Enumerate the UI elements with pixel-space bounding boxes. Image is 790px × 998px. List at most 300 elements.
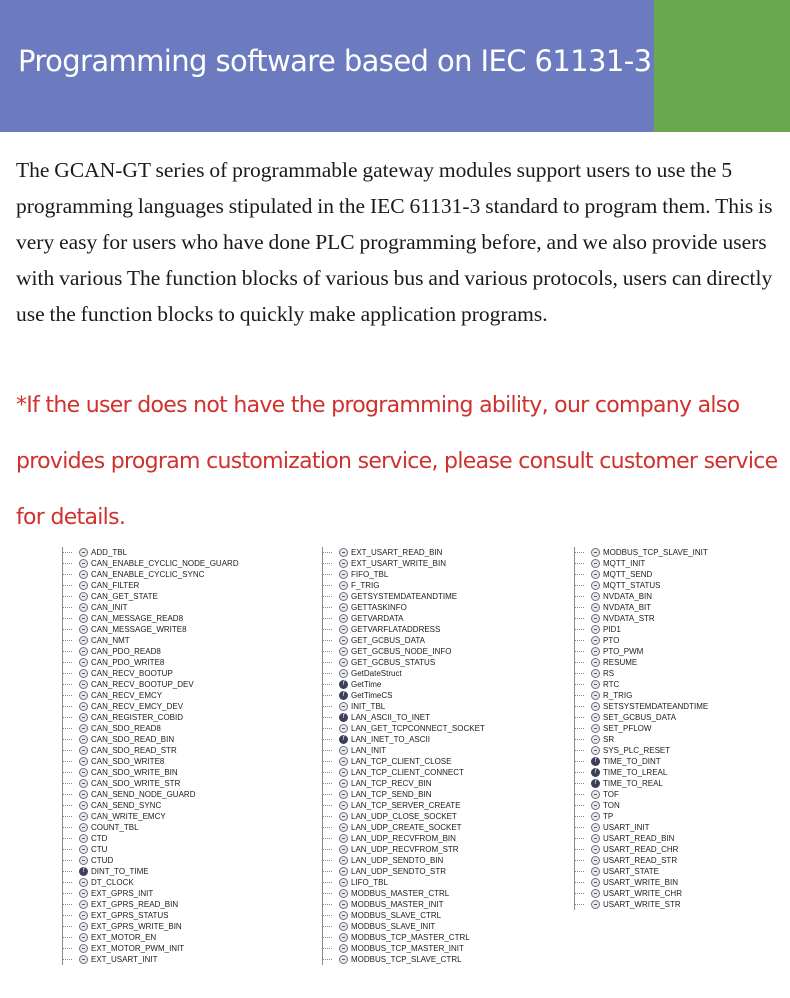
tree-item-label: CAN_RECV_EMCY (91, 691, 163, 700)
tree-item-label: LAN_TCP_SEND_BIN (351, 790, 432, 799)
tree-item[interactable] (339, 899, 485, 910)
tree-item-label: CTD (91, 834, 108, 843)
tree-item-label: GETSYSTEMDATEANDTIME (351, 592, 458, 601)
tree-item[interactable] (79, 910, 239, 921)
tree-item-label: SR (603, 735, 615, 744)
function-block-icon (339, 581, 348, 590)
tree-item[interactable] (591, 756, 708, 767)
tree-item-label: CAN_GET_STATE (91, 592, 158, 601)
tree-item-label: TP (603, 812, 614, 821)
tree-item[interactable] (79, 701, 239, 712)
tree-item-label: CAN_RECV_EMCY_DEV (91, 702, 184, 711)
function-block-icon (79, 922, 88, 931)
tree-item-label: USART_READ_STR (603, 856, 678, 865)
tree-item-label: EXT_GPRS_STATUS (91, 911, 169, 920)
function-block-icon (79, 900, 88, 909)
tree-item[interactable] (339, 932, 485, 943)
tree-item-label: FIFO_TBL (351, 570, 389, 579)
function-block-icon (591, 713, 600, 722)
tree-item-label: EXT_USART_WRITE_BIN (351, 559, 446, 568)
function-block-icon (339, 669, 348, 678)
tree-item-label: LAN_UDP_SENDTO_STR (351, 867, 446, 876)
tree-guide-line (62, 547, 63, 965)
function-block-icon (339, 647, 348, 656)
tree-item-label: SET_PFLOW (603, 724, 652, 733)
tree-item[interactable] (591, 855, 708, 866)
tree-item[interactable] (339, 745, 485, 756)
tree-item-label: MODBUS_MASTER_CTRL (351, 889, 450, 898)
function-block-icon (79, 724, 88, 733)
tree-item[interactable] (591, 569, 708, 580)
function-block-icon (79, 647, 88, 656)
tree-item-label: SYS_PLC_RESET (603, 746, 671, 755)
tree-item-label: LAN_TCP_CLIENT_CLOSE (351, 757, 452, 766)
tree-item[interactable] (339, 866, 485, 877)
tree-item[interactable] (339, 954, 485, 965)
tree-item-label: USART_STATE (603, 867, 660, 876)
tree-item[interactable] (79, 954, 239, 965)
tree-item[interactable] (339, 822, 485, 833)
tree-item-label: CAN_RECV_BOOTUP (91, 669, 173, 678)
function-block-icon (591, 735, 600, 744)
tree-item-label: MODBUS_TCP_MASTER_INIT (351, 944, 464, 953)
tree-item[interactable] (79, 712, 239, 723)
tree-item[interactable] (79, 789, 239, 800)
tree-item-label: MODBUS_MASTER_INIT (351, 900, 444, 909)
function-block-icon (591, 900, 600, 909)
function-icon: f (591, 768, 600, 777)
function-icon: f (339, 691, 348, 700)
function-block-icon (339, 757, 348, 766)
tree-item[interactable] (339, 778, 485, 789)
function-icon: f (339, 735, 348, 744)
tree-item[interactable] (339, 646, 485, 657)
function-block-icon (339, 922, 348, 931)
function-block-icon (591, 878, 600, 887)
tree-item[interactable] (591, 701, 708, 712)
tree-item[interactable] (79, 888, 239, 899)
tree-item-label: LAN_TCP_CLIENT_CONNECT (351, 768, 464, 777)
tree-item-label: TIME_TO_REAL (603, 779, 663, 788)
function-block-icon (79, 757, 88, 766)
tree-item[interactable] (591, 734, 708, 745)
function-icon: f (339, 713, 348, 722)
tree-item[interactable] (79, 558, 239, 569)
tree-item[interactable] (339, 910, 485, 921)
tree-item[interactable] (591, 624, 708, 635)
tree-item-label: PID1 (603, 625, 621, 634)
tree-item-label: LAN_UDP_RECVFROM_STR (351, 845, 459, 854)
tree-item-label: F_TRIG (351, 581, 380, 590)
tree-item-label: RS (603, 669, 615, 678)
tree-item-label: TON (603, 801, 620, 810)
tree-item[interactable] (79, 756, 239, 767)
function-block-icon (591, 823, 600, 832)
tree-item-label: CAN_PDO_WRITE8 (91, 658, 165, 667)
tree-item[interactable] (79, 723, 239, 734)
tree-item[interactable] (79, 569, 239, 580)
tree-item-label: MODBUS_SLAVE_CTRL (351, 911, 442, 920)
tree-item-label: LAN_TCP_RECV_BIN (351, 779, 432, 788)
tree-item[interactable] (79, 591, 239, 602)
function-block-icon (79, 592, 88, 601)
header-accent-block (654, 0, 790, 132)
tree-item[interactable] (339, 756, 485, 767)
tree-item-label: LAN_INIT (351, 746, 387, 755)
function-block-icon (339, 570, 348, 579)
tree-item-label: CAN_SDO_READ8 (91, 724, 161, 733)
tree-item[interactable] (339, 943, 485, 954)
function-block-icon (79, 559, 88, 568)
tree-item-label: CAN_SEND_NODE_GUARD (91, 790, 196, 799)
tree-item-label: SETSYSTEMDATEANDTIME (603, 702, 709, 711)
tree-item[interactable] (339, 800, 485, 811)
function-block-icon (79, 812, 88, 821)
tree-item[interactable] (591, 558, 708, 569)
tree-item[interactable] (79, 679, 239, 690)
tree-item[interactable] (79, 866, 239, 877)
function-block-icon (591, 801, 600, 810)
tree-item-label: CAN_SEND_SYNC (91, 801, 162, 810)
function-block-icon (79, 614, 88, 623)
tree-item[interactable] (339, 679, 485, 690)
tree-item-label: EXT_MOTOR_EN (91, 933, 157, 942)
tree-item-label: USART_READ_BIN (603, 834, 675, 843)
tree-item[interactable] (591, 866, 708, 877)
tree-item-label: SET_GCBUS_DATA (603, 713, 677, 722)
tree-item-label: EXT_GPRS_WRITE_BIN (91, 922, 182, 931)
function-icon: f (591, 779, 600, 788)
tree-item[interactable] (79, 943, 239, 954)
tree-item-label: CAN_ENABLE_CYCLIC_SYNC (91, 570, 205, 579)
tree-item[interactable] (339, 624, 485, 635)
function-block-icon (339, 702, 348, 711)
function-block-icon (339, 724, 348, 733)
page-title: Programming software based on IEC 61131-3 (18, 44, 652, 78)
tree-item[interactable] (591, 580, 708, 591)
tree-item-label: MODBUS_SLAVE_INIT (351, 922, 436, 931)
tree-item[interactable] (339, 789, 485, 800)
function-block-icon (591, 570, 600, 579)
tree-item[interactable] (591, 646, 708, 657)
function-block-icon (79, 570, 88, 579)
function-block-icon (339, 614, 348, 623)
tree-item-label: TOF (603, 790, 619, 799)
function-block-icon (79, 823, 88, 832)
function-block-icon (79, 713, 88, 722)
tree-item-label: USART_READ_CHR (603, 845, 679, 854)
function-block-icon (591, 834, 600, 843)
function-block-icon (79, 834, 88, 843)
tree-item[interactable] (591, 844, 708, 855)
tree-item[interactable] (591, 800, 708, 811)
tree-item-label: CTU (91, 845, 108, 854)
function-block-icon (339, 823, 348, 832)
tree-item[interactable] (339, 580, 485, 591)
tree-item[interactable] (79, 932, 239, 943)
tree-item[interactable] (339, 734, 485, 745)
tree-item[interactable] (79, 646, 239, 657)
tree-item[interactable] (591, 767, 708, 778)
tree-item[interactable] (339, 613, 485, 624)
function-block-icon (591, 867, 600, 876)
function-block-icon (339, 768, 348, 777)
function-block-icon (339, 911, 348, 920)
tree-item-label: MODBUS_TCP_MASTER_CTRL (351, 933, 470, 942)
tree-item[interactable] (591, 690, 708, 701)
function-block-icon (591, 614, 600, 623)
tree-item-label: EXT_GPRS_INIT (91, 889, 154, 898)
tree-item[interactable] (79, 778, 239, 789)
tree-item[interactable] (79, 745, 239, 756)
function-block-icon (591, 812, 600, 821)
tree-item[interactable] (339, 558, 485, 569)
tree-item[interactable] (591, 789, 708, 800)
tree-item[interactable] (79, 734, 239, 745)
function-block-icon (79, 735, 88, 744)
tree-item-label: CAN_SDO_READ_STR (91, 746, 177, 755)
tree-item[interactable] (79, 767, 239, 778)
function-block-icon (339, 559, 348, 568)
function-block-icon (79, 691, 88, 700)
tree-item[interactable] (79, 690, 239, 701)
tree-item-label: GET_GCBUS_NODE_INFO (351, 647, 452, 656)
tree-item-label: EXT_USART_READ_BIN (351, 548, 443, 557)
function-block-icon (591, 625, 600, 634)
function-block-icon (591, 603, 600, 612)
tree-item[interactable] (79, 668, 239, 679)
tree-item-label: MQTT_INIT (603, 559, 646, 568)
function-block-icon (339, 878, 348, 887)
tree-item-label: R_TRIG (603, 691, 633, 700)
tree-item-label: DINT_TO_TIME (91, 867, 149, 876)
tree-item[interactable] (591, 635, 708, 646)
tree-item-label: CAN_INIT (91, 603, 128, 612)
function-block-icon (79, 801, 88, 810)
tree-item-label: GETVARFLATADDRESS (351, 625, 441, 634)
tree-item[interactable] (591, 811, 708, 822)
tree-item-label: EXT_USART_INIT (91, 955, 158, 964)
function-block-icon (79, 603, 88, 612)
function-block-icon (339, 933, 348, 942)
tree-item[interactable] (339, 657, 485, 668)
tree-item[interactable] (79, 855, 239, 866)
tree-item-label: GET_GCBUS_DATA (351, 636, 425, 645)
tree-item[interactable] (79, 635, 239, 646)
tree-item[interactable] (591, 679, 708, 690)
function-block-icon (339, 548, 348, 557)
tree-item[interactable] (591, 745, 708, 756)
tree-item[interactable] (79, 822, 239, 833)
tree-item-label: TIME_TO_LREAL (603, 768, 668, 777)
function-icon: f (79, 867, 88, 876)
tree-item[interactable] (339, 855, 485, 866)
function-block-icon (591, 669, 600, 678)
tree-item-label: CAN_REGISTER_COBID (91, 713, 184, 722)
function-block-icon (79, 933, 88, 942)
function-block-icon (339, 900, 348, 909)
tree-item[interactable] (339, 712, 485, 723)
function-block-icon (79, 581, 88, 590)
tree-item[interactable] (339, 888, 485, 899)
tree-item-label: ADD_TBL (91, 548, 128, 557)
function-block-icon (339, 592, 348, 601)
tree-item[interactable] (591, 602, 708, 613)
function-block-icon (79, 702, 88, 711)
tree-guide-line (322, 547, 323, 965)
tree-item-label: LAN_GET_TCPCONNECT_SOCKET (351, 724, 485, 733)
tree-item-label: PTO_PWM (603, 647, 644, 656)
tree-item-label: EXT_GPRS_READ_BIN (91, 900, 179, 909)
function-block-icon (339, 834, 348, 843)
tree-item[interactable] (79, 811, 239, 822)
tree-item-label: TIME_TO_DINT (603, 757, 661, 766)
tree-item-label: LAN_INET_TO_ASCII (351, 735, 430, 744)
tree-item[interactable] (591, 613, 708, 624)
tree-item-label: CAN_NMT (91, 636, 130, 645)
function-block-icon (591, 724, 600, 733)
tree-item[interactable] (339, 767, 485, 778)
function-block-icon (339, 746, 348, 755)
tree-item[interactable] (591, 547, 708, 558)
tree-item-label: PTO (603, 636, 620, 645)
function-block-icon (339, 867, 348, 876)
tree-item[interactable] (339, 602, 485, 613)
tree-item[interactable] (591, 877, 708, 888)
function-block-icon (339, 812, 348, 821)
function-block-icon (79, 889, 88, 898)
function-block-icon (79, 856, 88, 865)
tree-item[interactable] (591, 822, 708, 833)
tree-item-label: NVDATA_BIN (603, 592, 653, 601)
tree-item-label: EXT_MOTOR_PWM_INIT (91, 944, 185, 953)
function-block-icon (591, 592, 600, 601)
tree-item[interactable] (339, 833, 485, 844)
tree-item-label: CAN_ENABLE_CYCLIC_NODE_GUARD (91, 559, 239, 568)
tree-item-label: USART_INIT (603, 823, 650, 832)
tree-item[interactable] (339, 701, 485, 712)
tree-item[interactable] (79, 833, 239, 844)
customization-notice: *If the user does not have the programming ability, our company also provides program customization service, please consult customer service for details. (16, 393, 778, 530)
tree-item-label: USART_WRITE_STR (603, 900, 681, 909)
tree-item-label: LIFO_TBL (351, 878, 388, 887)
tree-item[interactable] (339, 723, 485, 734)
tree-item[interactable] (591, 833, 708, 844)
function-block-icon (79, 680, 88, 689)
tree-item-label: MQTT_SEND (603, 570, 653, 579)
intro-paragraph: The GCAN-GT series of programmable gateway modules support users to use the 5 programming languages stipulated in the IEC 61131-3 standard to program them. This is very easy for users who have done PLC programming before, and we also provide users with various The function blocks of various bus and various protocols, users can directly use the function blocks to quickly make application programs. (16, 158, 773, 326)
tree-item-label: CAN_SDO_READ_BIN (91, 735, 175, 744)
function-block-icon (591, 702, 600, 711)
tree-item[interactable] (79, 899, 239, 910)
function-block-icon (79, 669, 88, 678)
function-block-icon (79, 955, 88, 964)
function-block-icon (339, 955, 348, 964)
function-block-icon (591, 889, 600, 898)
tree-item[interactable] (591, 668, 708, 679)
function-block-icon (591, 856, 600, 865)
tree-item-label: NVDATA_BIT (603, 603, 652, 612)
tree-item[interactable] (591, 591, 708, 602)
function-block-icon (339, 889, 348, 898)
tree-item[interactable] (591, 657, 708, 668)
function-block-icon (339, 845, 348, 854)
tree-item[interactable] (79, 657, 239, 668)
function-block-icon (339, 603, 348, 612)
function-block-icon (79, 845, 88, 854)
tree-item[interactable] (79, 624, 239, 635)
tree-item-label: CAN_SDO_WRITE_BIN (91, 768, 178, 777)
tree-item-label: MODBUS_TCP_SLAVE_INIT (603, 548, 708, 557)
tree-item[interactable] (591, 899, 708, 910)
function-block-icon (79, 768, 88, 777)
tree-item[interactable] (79, 547, 239, 558)
function-block-icon (591, 790, 600, 799)
tree-item-label: MODBUS_TCP_SLAVE_CTRL (351, 955, 462, 964)
tree-item[interactable] (339, 635, 485, 646)
tree-item-label: LAN_UDP_RECVFROM_BIN (351, 834, 456, 843)
tree-item[interactable] (339, 591, 485, 602)
function-block-icon (339, 790, 348, 799)
tree-item[interactable] (339, 811, 485, 822)
tree-item-label: MQTT_STATUS (603, 581, 661, 590)
function-block-icon (79, 746, 88, 755)
tree-item[interactable] (591, 888, 708, 899)
tree-item[interactable] (79, 877, 239, 888)
tree-item[interactable] (79, 613, 239, 624)
tree-item-label: GETTASKINFO (351, 603, 407, 612)
header-title-bar (0, 0, 654, 132)
tree-item[interactable] (79, 580, 239, 591)
tree-item[interactable] (339, 844, 485, 855)
function-block-icon (79, 548, 88, 557)
tree-item-label: CAN_MESSAGE_WRITE8 (91, 625, 187, 634)
tree-item[interactable] (591, 778, 708, 789)
tree-item-label: LAN_UDP_CLOSE_SOCKET (351, 812, 457, 821)
function-block-icon (79, 779, 88, 788)
function-block-icon (79, 636, 88, 645)
tree-item[interactable] (79, 921, 239, 932)
tree-item-label: GetTimeCS (351, 691, 393, 700)
tree-item[interactable] (339, 877, 485, 888)
function-block-icon (591, 559, 600, 568)
function-block-icon (79, 944, 88, 953)
function-block-icon (339, 779, 348, 788)
function-block-icon (591, 548, 600, 557)
tree-item-label: RTC (603, 680, 620, 689)
tree-item[interactable] (339, 547, 485, 558)
tree-item-label: CAN_SDO_WRITE8 (91, 757, 165, 766)
tree-item-label: GetTime (351, 680, 382, 689)
function-block-icon (339, 636, 348, 645)
tree-list (79, 547, 239, 965)
tree-item[interactable] (339, 921, 485, 932)
function-icon: f (339, 680, 348, 689)
tree-item[interactable] (591, 723, 708, 734)
tree-item[interactable] (79, 844, 239, 855)
tree-item[interactable] (339, 668, 485, 679)
tree-item[interactable] (339, 690, 485, 701)
tree-item-label: LAN_UDP_CREATE_SOCKET (351, 823, 462, 832)
function-block-icon (79, 790, 88, 799)
tree-item[interactable] (79, 800, 239, 811)
tree-list (339, 547, 485, 965)
function-block-icon (591, 647, 600, 656)
tree-item[interactable] (79, 602, 239, 613)
tree-item[interactable] (591, 712, 708, 723)
function-block-icon (339, 658, 348, 667)
tree-item[interactable] (339, 569, 485, 580)
